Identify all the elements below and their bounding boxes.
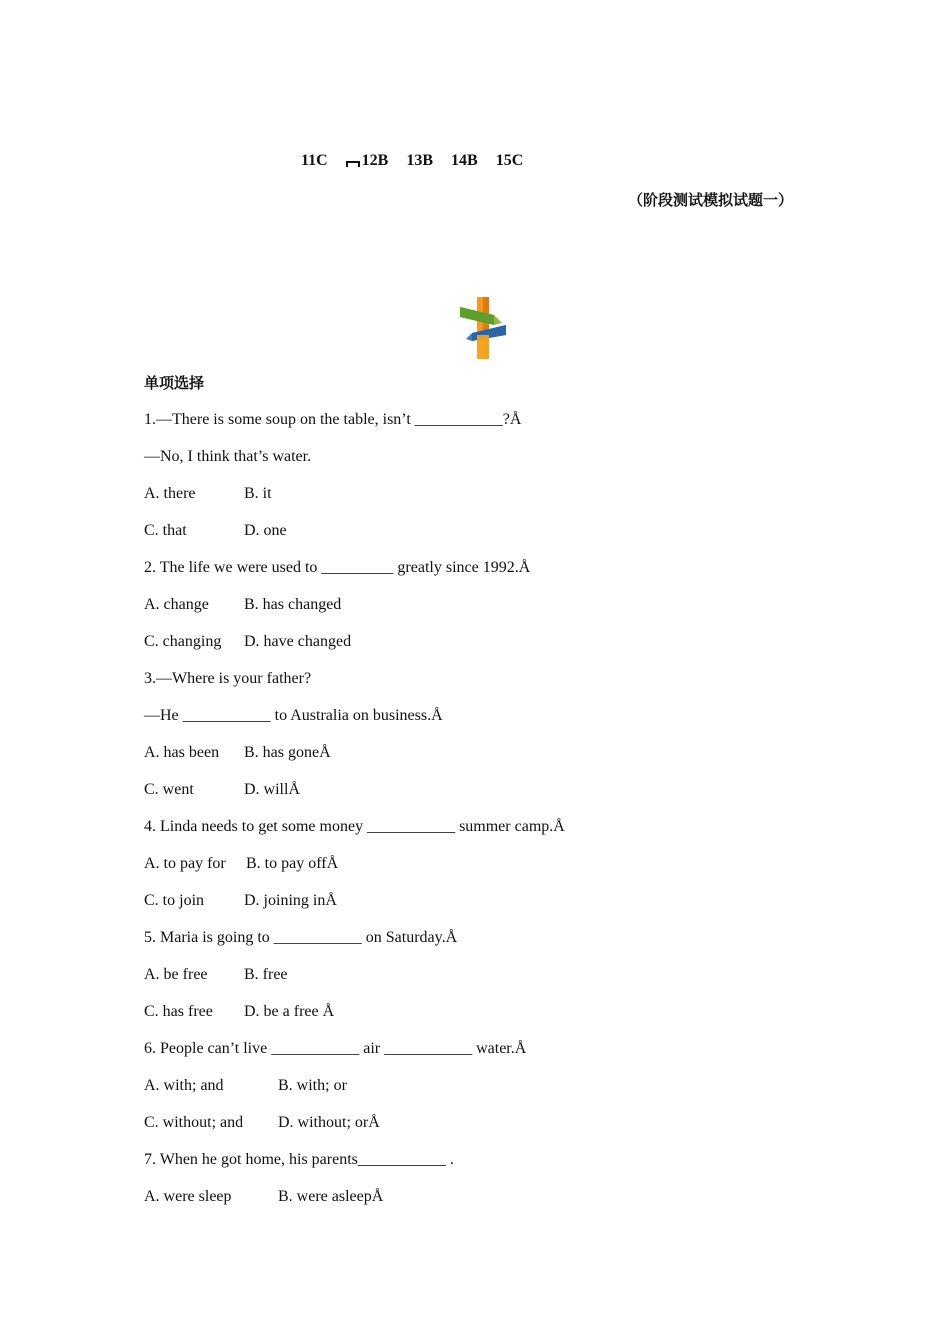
options-row [144, 779, 844, 816]
section-title: 单项选择 [144, 374, 205, 392]
question-stem: 7. When he got home, his parents___________ . [144, 1151, 454, 1168]
option-a[interactable]: A. to pay for [144, 855, 226, 872]
option-d[interactable]: D. willÅ [244, 781, 300, 798]
option-c[interactable]: C. has free [144, 1003, 213, 1020]
option-d[interactable]: D. be a free Å [244, 1003, 335, 1020]
option-a[interactable]: A. change [144, 596, 209, 613]
options-row [144, 483, 844, 520]
answer-item: 15C [495, 152, 524, 169]
option-b[interactable]: B. to pay offÅ [246, 855, 339, 872]
options-row [144, 742, 844, 779]
option-d[interactable]: D. without; orÅ [278, 1114, 380, 1131]
option-b[interactable]: B. has changed [244, 596, 342, 613]
option-a[interactable]: A. there [144, 485, 196, 502]
options-row [144, 631, 844, 668]
bracket-mark-icon [346, 158, 360, 168]
option-b[interactable]: B. it [244, 485, 272, 502]
options-row [144, 1112, 844, 1149]
option-b[interactable]: B. with; or [278, 1077, 347, 1094]
question-stem: 3.—Where is your father? [144, 670, 312, 687]
question-stem: 2. The life we were used to _________ greatly since 1992.Å [144, 559, 531, 576]
question-stem: 1.—There is some soup on the table, isn’t ___________?Å [144, 411, 522, 428]
option-a[interactable]: A. with; and [144, 1077, 224, 1094]
options-row [144, 853, 844, 890]
option-a[interactable]: A. has been [144, 744, 220, 761]
question-list [144, 372, 844, 1223]
option-b[interactable]: B. has goneÅ [244, 744, 331, 761]
options-row [144, 594, 844, 631]
question-stem: 4. Linda needs to get some money ___________ summer camp.Å [144, 818, 565, 835]
answer-item: 13B [406, 152, 434, 169]
answer-item: 14B [451, 152, 478, 169]
option-c[interactable]: C. that [144, 522, 187, 539]
test-title: （阶段测试模拟试题一） [628, 191, 794, 209]
options-row [144, 520, 844, 557]
signpost-icon [458, 295, 508, 361]
option-b[interactable]: B. were asleepÅ [278, 1188, 384, 1205]
option-c[interactable]: C. changing [144, 633, 222, 650]
question-stem: 6. People can’t live ___________ air ___________ water.Å [144, 1040, 527, 1057]
option-a[interactable]: A. be free [144, 966, 208, 983]
question-stem: 5. Maria is going to ___________ on Saturday.Å [144, 929, 458, 946]
option-d[interactable]: D. joining inÅ [244, 892, 337, 909]
option-b[interactable]: B. free [244, 966, 288, 983]
options-row [144, 964, 844, 1001]
answer-key [301, 152, 537, 170]
options-row [144, 1001, 844, 1038]
option-c[interactable]: C. to join [144, 892, 205, 909]
option-a[interactable]: A. were sleep [144, 1188, 232, 1205]
option-c[interactable]: C. went [144, 781, 194, 798]
option-c[interactable]: C. without; and [144, 1114, 244, 1131]
answer-item: 12B [346, 152, 389, 170]
options-row [144, 890, 844, 927]
answer-item: 11C [301, 152, 328, 169]
question-stem-continued: —No, I think that’s water. [144, 448, 312, 465]
options-row [144, 1075, 844, 1112]
option-d[interactable]: D. have changed [244, 633, 352, 650]
option-d[interactable]: D. one [244, 522, 287, 539]
options-row [144, 1186, 844, 1223]
question-stem-continued: —He ___________ to Australia on business.Å [144, 707, 443, 724]
